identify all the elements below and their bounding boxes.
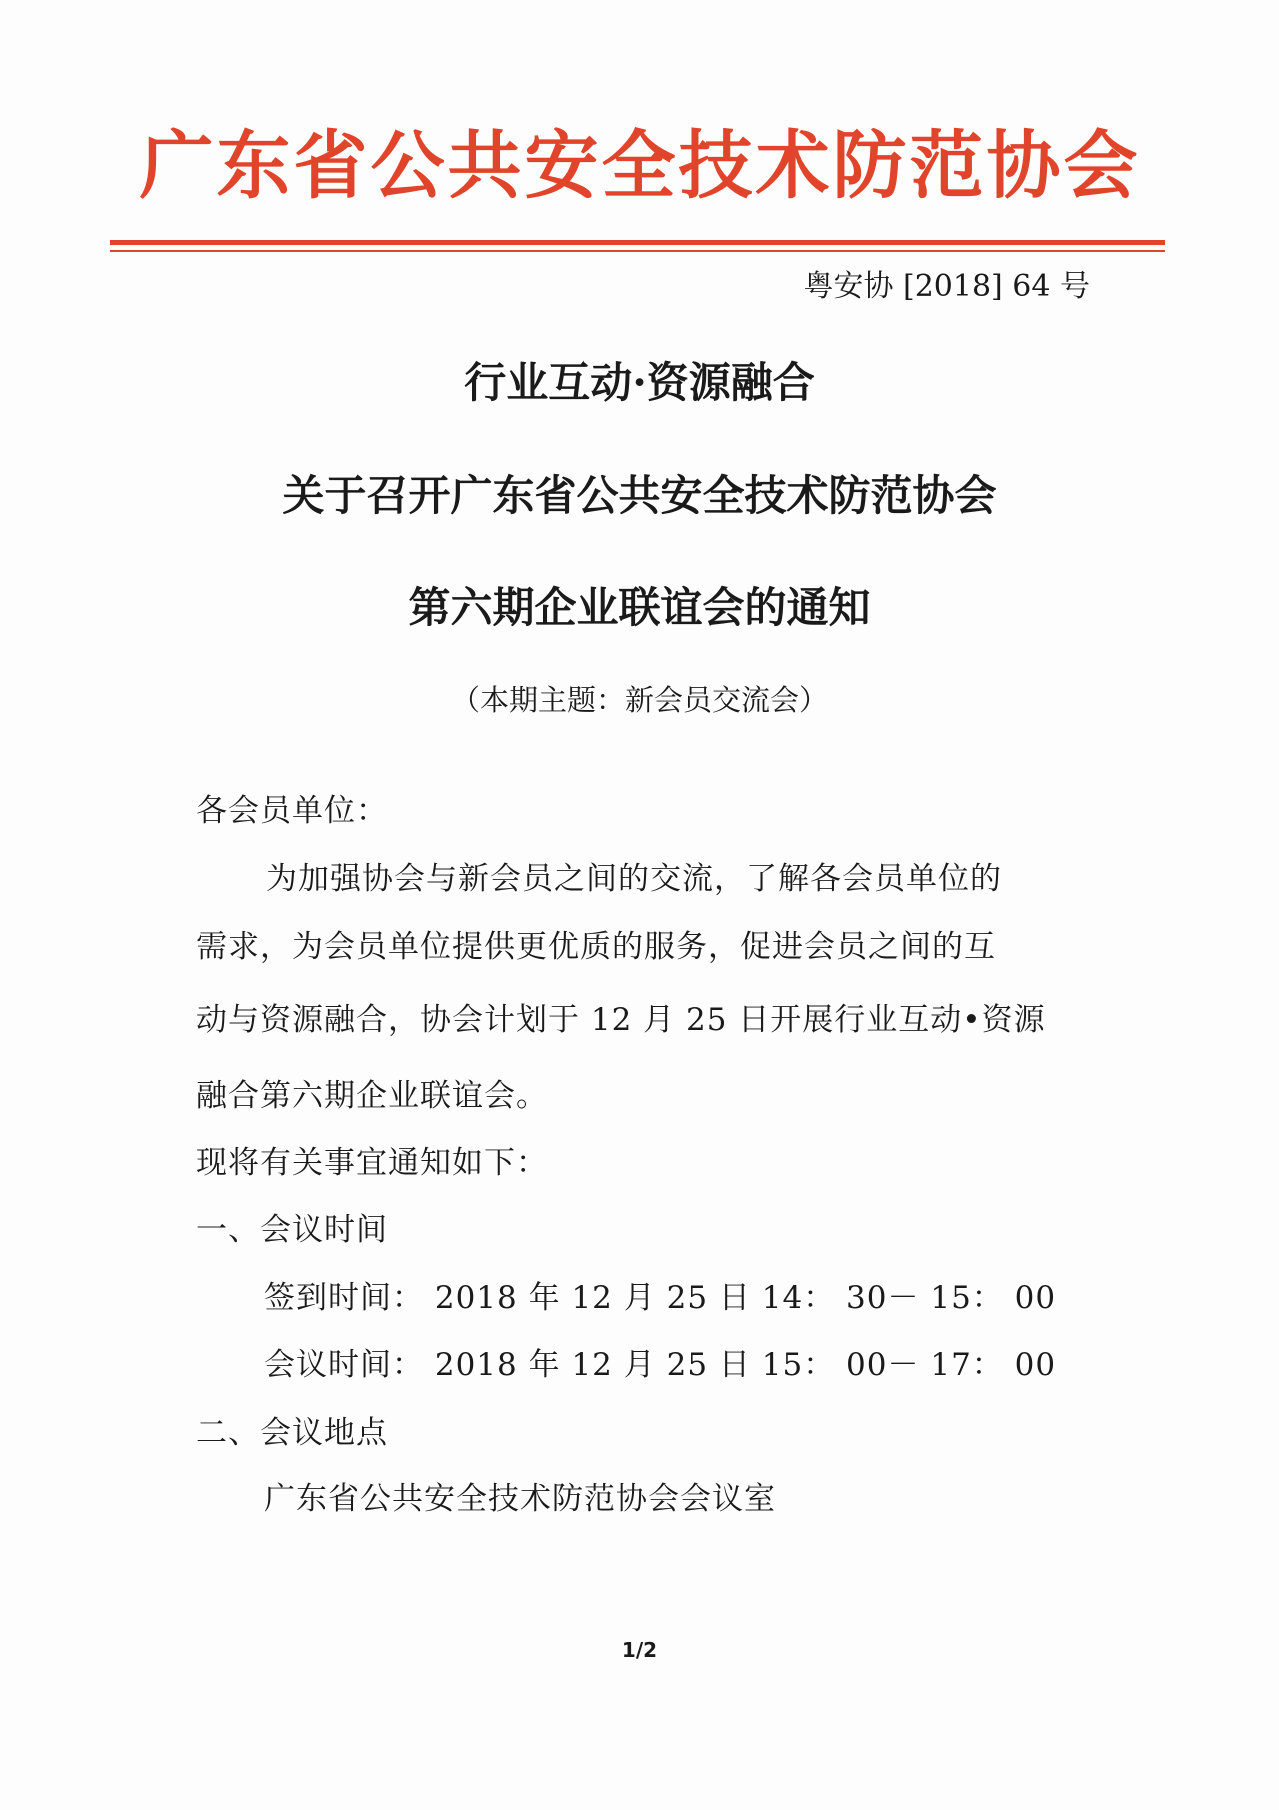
section-heading-time: 一、会议时间 [196,1212,388,1248]
paragraph-line: 融合第六期企业联谊会。 [196,1078,548,1114]
theme-subtitle: （本期主题：新会员交流会） [450,683,828,717]
header-divider-thin [110,250,1165,252]
signin-time: 签到时间： 2018 年 12 月 25 日 14： 30－ 15： 00 [264,1280,1057,1316]
paragraph-line: 需求，为会员单位提供更优质的服务，促进会员之间的互 [196,929,996,965]
paragraph-line: 动与资源融合，协会计划于 12 月 25 日开展行业互动•资源 [196,1002,1046,1038]
section-heading-venue: 二、会议地点 [196,1415,388,1451]
paragraph-line: 为加强协会与新会员之间的交流，了解各会员单位的 [266,861,1002,897]
title-line-1: 行业互动·资源融合 [464,358,815,407]
venue: 广东省公共安全技术防范协会会议室 [264,1481,776,1517]
intro-line: 现将有关事宜通知如下： [196,1145,548,1181]
greeting: 各会员单位： [196,793,388,829]
page-number: 1/2 [621,1638,658,1662]
header-divider-thick [110,240,1165,245]
organization-name: 广东省公共安全技术防范协会 [139,123,1141,209]
title-line-3: 第六期企业联谊会的通知 [408,583,871,632]
title-line-2: 关于召开广东省公共安全技术防范协会 [282,471,997,520]
document-number: 粤安协 [2018] 64 号 [803,269,1090,304]
meeting-time: 会议时间： 2018 年 12 月 25 日 15： 00－ 17： 00 [264,1347,1057,1383]
